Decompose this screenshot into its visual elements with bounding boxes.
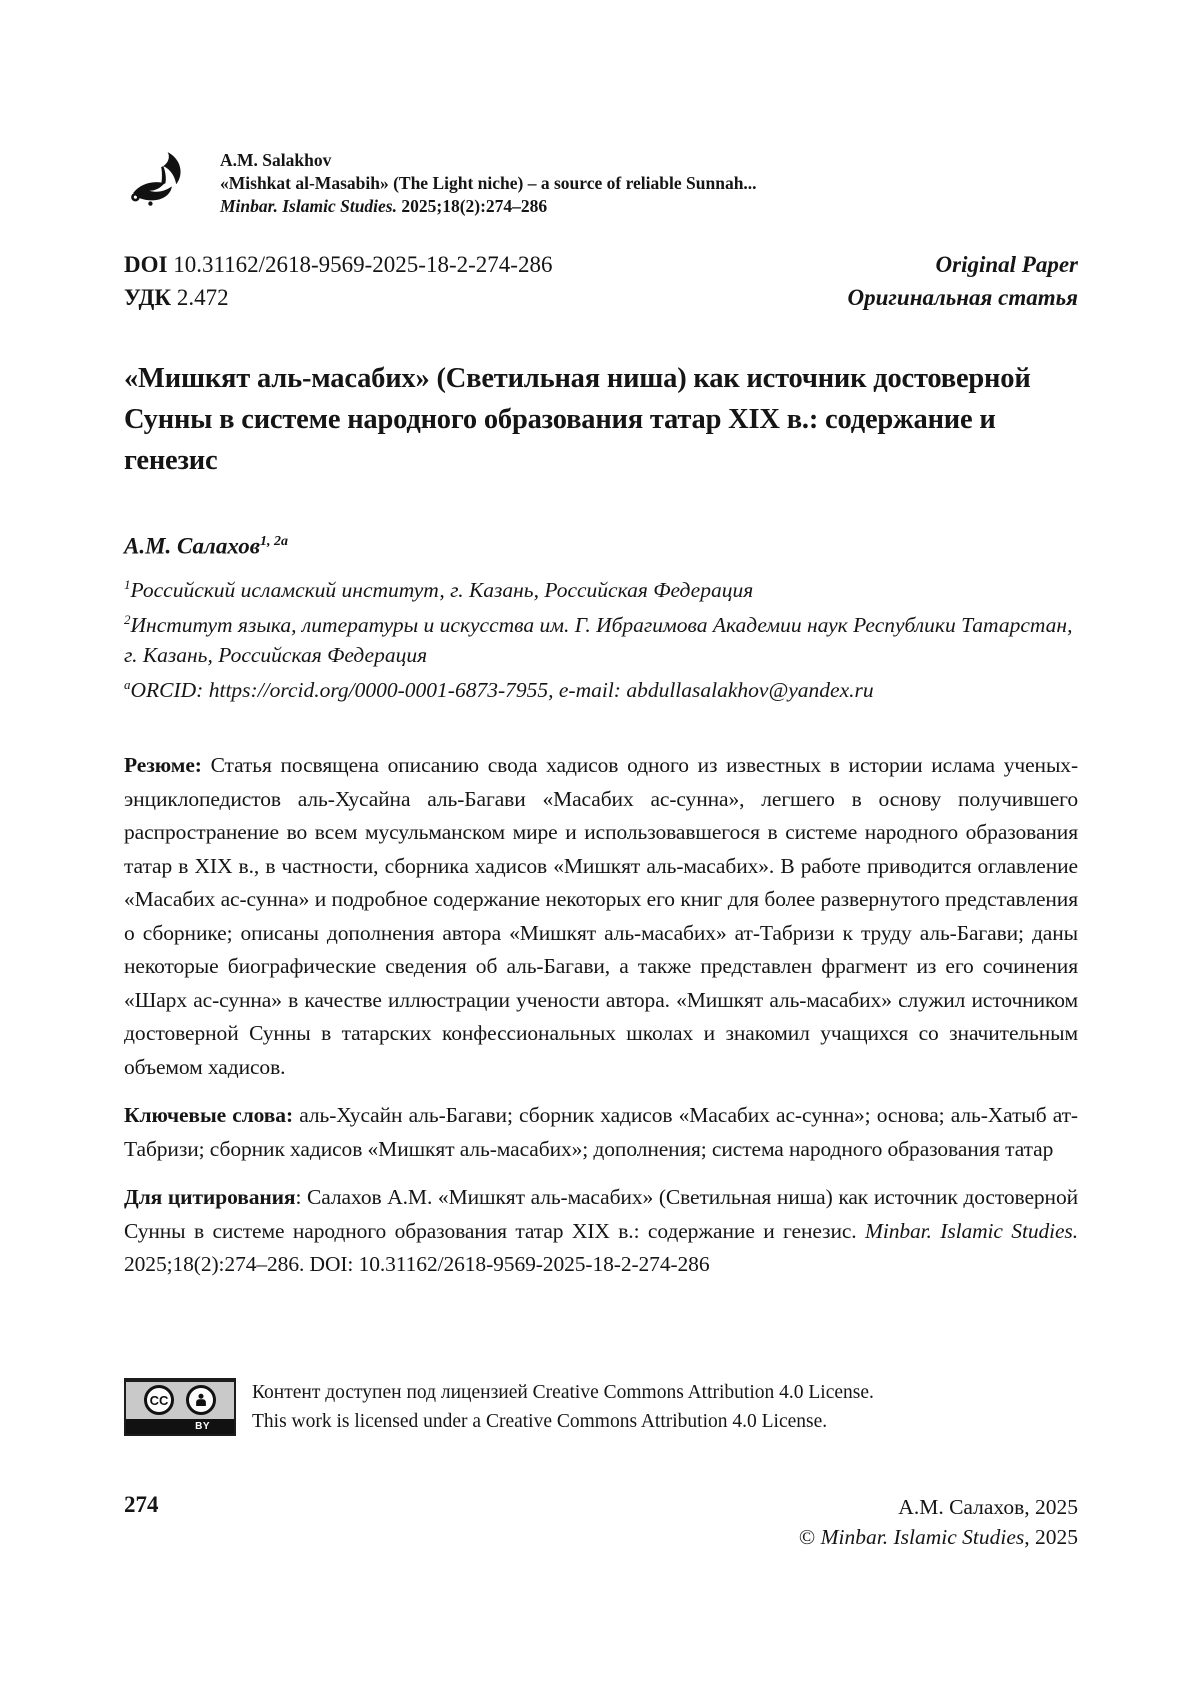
udk-label: УДК <box>124 285 172 310</box>
copyright-author: А.М. Салахов, 2025 <box>898 1494 1078 1519</box>
abstract-label: Резюме: <box>124 753 202 778</box>
running-header-author: A.M. Salakhov <box>220 150 332 170</box>
keywords-text: аль-Хусайн аль-Багави; сборник хадисов «Масабих ас-сунна»; основа; аль-Хатыб ат-Табризи; сборник хадисов «Мишкят аль-масабих»; дополнения; система народного образования татар <box>124 1103 1078 1161</box>
page-number: 274 <box>124 1491 159 1517</box>
journal-name: Minbar. Islamic Studies. <box>220 196 397 216</box>
journal-calligraphy-logo-icon <box>124 148 202 214</box>
license-line-en: This work is licensed under a Creative Commons Attribution 4.0 License. <box>252 1410 828 1432</box>
affiliation-1-text: Российский исламский институт, г. Казань, Российская Федерация <box>130 577 754 602</box>
license-line-ru: Контент доступен под лицензией Creative Commons Attribution 4.0 License. <box>252 1381 874 1403</box>
cc-badge-circles <box>126 1382 234 1419</box>
keywords-label: Ключевые слова: <box>124 1103 294 1128</box>
doi-value: 10.31162/2618-9569-2025-18-2-274-286 <box>167 252 553 277</box>
copyright-year: , 2025 <box>1024 1524 1078 1549</box>
citation-text-1: : Салахов А.М. «Мишкят аль-масабих» (Светильная ниша) как источник достоверной Сунны в системе народного образования татар XIX в.: содержание и генезис. <box>124 1185 1079 1243</box>
running-header-text <box>220 148 757 218</box>
author-name <box>124 527 1078 562</box>
author-block <box>124 527 1078 705</box>
udk-line <box>124 281 552 314</box>
citation-text-2: 2025;18(2):274–286. DOI: 10.31162/2618-9569-2025-18-2-274-286 <box>124 1252 710 1277</box>
doi-label: DOI <box>124 252 168 277</box>
copyright-journal-line <box>799 1522 1078 1552</box>
article-type-ru: Оригинальная статья <box>847 285 1078 310</box>
affiliation-2 <box>124 605 1078 670</box>
cc-by-label: BY <box>126 1419 234 1434</box>
orcid-line <box>124 670 1078 705</box>
abstract-paragraph <box>124 749 1078 1084</box>
author-name-text: А.М. Салахов <box>124 533 261 559</box>
keywords-paragraph <box>124 1099 1078 1166</box>
doi-line <box>124 248 552 281</box>
running-header <box>124 148 1078 218</box>
meta-row <box>124 248 1078 314</box>
running-header-title: «Mishkat al-Masabih» (The Light niche) – a source of reliable Sunnah... <box>220 173 757 193</box>
attribution-person-icon <box>186 1385 216 1415</box>
copyright-symbol: © <box>798 1524 821 1549</box>
udk-value: 2.472 <box>171 285 229 310</box>
orcid-mark: a <box>124 676 131 692</box>
license-text <box>252 1378 874 1436</box>
affiliation-1-mark: 1 <box>124 576 131 592</box>
citation-label: Для цитирования <box>124 1185 296 1210</box>
author-affiliation-marks: 1, 2a <box>260 534 289 549</box>
meta-identifiers <box>124 248 552 314</box>
affiliation-2-mark: 2 <box>124 611 131 627</box>
article-title: «Мишкят аль-масабих» (Светильная ниша) как источник достоверной Сунны в системе народного образования татар XIX в.: содержание и генезис <box>124 363 1031 476</box>
running-header-journal <box>220 195 757 218</box>
page-footer <box>124 1492 1078 1552</box>
journal-issue: 2025;18(2):274–286 <box>397 196 548 216</box>
affiliation-2-text: Институт языка, литературы и искусства им. Г. Ибрагимова Академии наук Республики Татарстан, г. Казань, Российская Федерация <box>124 612 1073 667</box>
citation-paragraph <box>124 1181 1078 1282</box>
abstract-text: Статья посвящена описанию свода хадисов одного из известных в истории ислама ученых-энциклопедистов аль-Хусайна аль-Багави «Масабих ас-сунна», легшего в основу получившего распространение во всем мусульманском мире и использовавшегося в системе народного образования татар в XIX в., в частности, сборника хадисов «Мишкят аль-масабих». В работе приводится оглавление «Масабих ас-сунна» и подробное содержание некоторых его книг для более развернутого представления о сборнике; описаны дополнения автора «Мишкят аль-масабих» ат-Табризи к труду аль-Багави; даны некоторые биографические сведения об аль-Багави, а также представлен фрагмент из его сочинения «Шарх ас-сунна» в качестве иллюстрации учености автора. «Мишкят аль-масабих» служил источником достоверной Сунны в татарских конфессиональных школах и знакомил учащихся со значительным объемом хадисов. <box>124 753 1078 1079</box>
article-type <box>848 248 1078 314</box>
cc-by-badge-icon <box>124 1378 236 1436</box>
article-type-en: Original Paper <box>935 252 1078 277</box>
copyright-block <box>799 1492 1078 1552</box>
orcid-text: ORCID: https://orcid.org/0000-0001-6873-7955, e-mail: abdullasalakhov@yandex.ru <box>130 678 874 703</box>
affiliation-1 <box>124 570 1078 605</box>
license-row <box>124 1378 1078 1436</box>
citation-journal-name: Minbar. Islamic Studies. <box>865 1218 1078 1243</box>
cc-logo-icon: CC <box>144 1385 174 1415</box>
copyright-journal: Minbar. Islamic Studies <box>820 1524 1025 1549</box>
